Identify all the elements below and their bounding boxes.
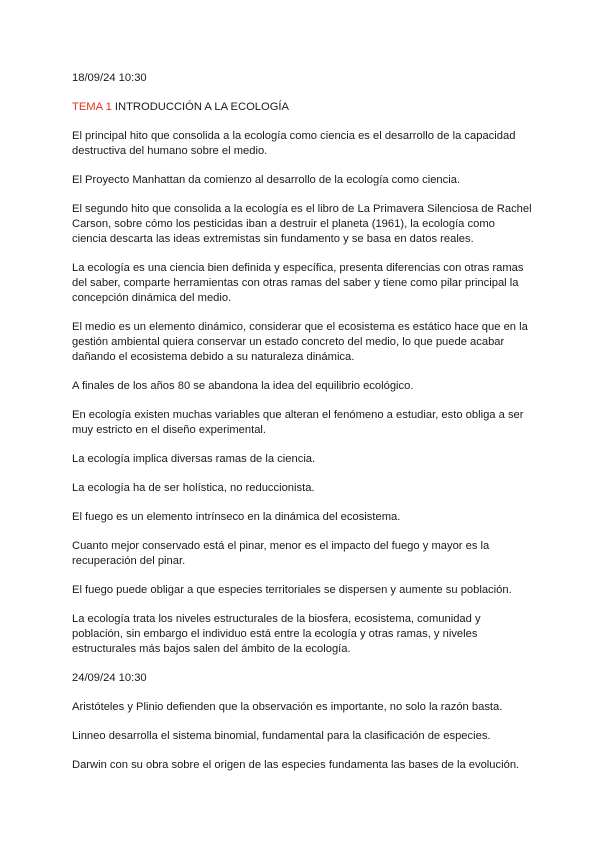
- session-date-1: 18/09/24 10:30: [72, 72, 147, 84]
- paragraph: La ecología ha de ser holística, no reduccionista.: [72, 482, 315, 494]
- document-page: [72, 71, 532, 787]
- paragraph: El principal hito que consolida a la ecología como ciencia es el desarrollo de la capacidad destructiva del humano sobre el medio.: [72, 130, 516, 157]
- heading-tema-label: TEMA 1: [72, 101, 112, 113]
- section-heading: [72, 100, 532, 115]
- paragraph: La ecología implica diversas ramas de la ciencia.: [72, 453, 316, 465]
- paragraph: En ecología existen muchas variables que alteran el fenómeno a estudiar, esto obliga a ser muy estricto en el diseño experimental.: [72, 409, 524, 436]
- paragraph: El Proyecto Manhattan da comienzo al desarrollo de la ecología como ciencia.: [72, 174, 461, 186]
- heading-title: INTRODUCCIÓN A LA ECOLOGÍA: [114, 101, 289, 113]
- paragraph: Linneo desarrolla el sistema binomial, fundamental para la clasificación de especies.: [72, 730, 491, 742]
- paragraph: Aristóteles y Plinio defienden que la observación es importante, no solo la razón basta.: [72, 701, 503, 713]
- paragraph: La ecología es una ciencia bien definida y específica, presenta diferencias con otras ramas del saber, comparte herramientas con otras ramas del saber y tiene como pilar principal la concepción dinámica del medio.: [72, 262, 524, 304]
- paragraph: El segundo hito que consolida a la ecología es el libro de La Primavera Silenciosa de Rachel Carson, sobre cómo los pesticidas iban a destruir el planeta (1961), la ecología como ciencia descarta las ideas extremistas sin fundamento y se basa en datos reales.: [72, 203, 532, 245]
- paragraph: Cuanto mejor conservado está el pinar, menor es el impacto del fuego y mayor es la recuperación del pinar.: [72, 540, 490, 567]
- paragraph: A finales de los años 80 se abandona la idea del equilibrio ecológico.: [72, 380, 414, 392]
- paragraph: El fuego es un elemento intrínseco en la dinámica del ecosistema.: [72, 511, 401, 523]
- paragraph: El medio es un elemento dinámico, considerar que el ecosistema es estático hace que en la gestión ambiental quiera conservar un estado concreto del medio, lo que puede acabar dañando el ecosistema debido a su naturaleza dinámica.: [72, 321, 528, 363]
- paragraph: La ecología trata los niveles estructurales de la biosfera, ecosistema, comunidad y población, sin embargo el individuo está entre la ecología y otras ramas, y niveles estructurales más bajos salen del ámbito de la ecología.: [72, 613, 481, 655]
- session-date-2: 24/09/24 10:30: [72, 672, 147, 684]
- paragraph: El fuego puede obligar a que especies territoriales se dispersen y aumente su población.: [72, 584, 512, 596]
- paragraph: Darwin con su obra sobre el origen de las especies fundamenta las bases de la evolución.: [72, 759, 520, 771]
